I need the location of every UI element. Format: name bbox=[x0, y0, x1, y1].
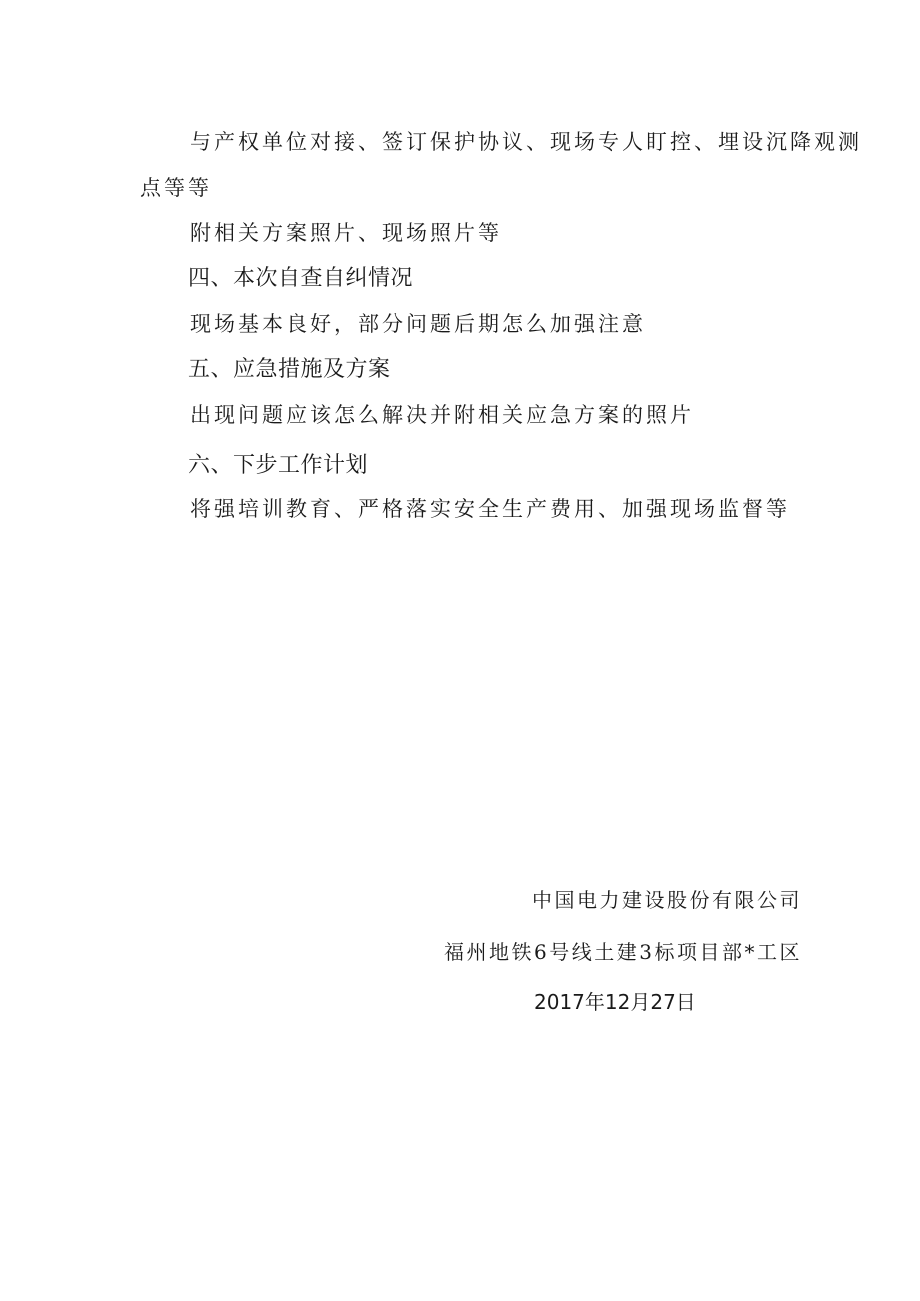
signature-project: 福州地铁6号线土建3标项目部*工区 bbox=[444, 940, 802, 964]
section-heading-next-plan: 六、下步工作计划 bbox=[188, 453, 369, 478]
section-heading-emergency: 五、应急措施及方案 bbox=[188, 357, 391, 382]
paragraph-measures-line-1: 与产权单位对接、签订保护协议、现场专人盯控、埋设沉降观测 bbox=[190, 130, 862, 154]
paragraph-attachments: 附相关方案照片、现场照片等 bbox=[190, 221, 502, 245]
paragraph-measures-line-2: 点等等 bbox=[140, 176, 212, 200]
paragraph-emergency: 出现问题应该怎么解决并附相关应急方案的照片 bbox=[190, 403, 694, 427]
signature-date: 2017年12月27日 bbox=[534, 990, 696, 1014]
signature-company: 中国电力建设股份有限公司 bbox=[532, 888, 802, 912]
paragraph-next-plan: 将强培训教育、严格落实安全生产费用、加强现场监督等 bbox=[190, 497, 790, 521]
paragraph-self-inspection: 现场基本良好，部分问题后期怎么加强注意 bbox=[190, 312, 646, 336]
section-heading-self-inspection: 四、本次自查自纠情况 bbox=[188, 266, 414, 291]
